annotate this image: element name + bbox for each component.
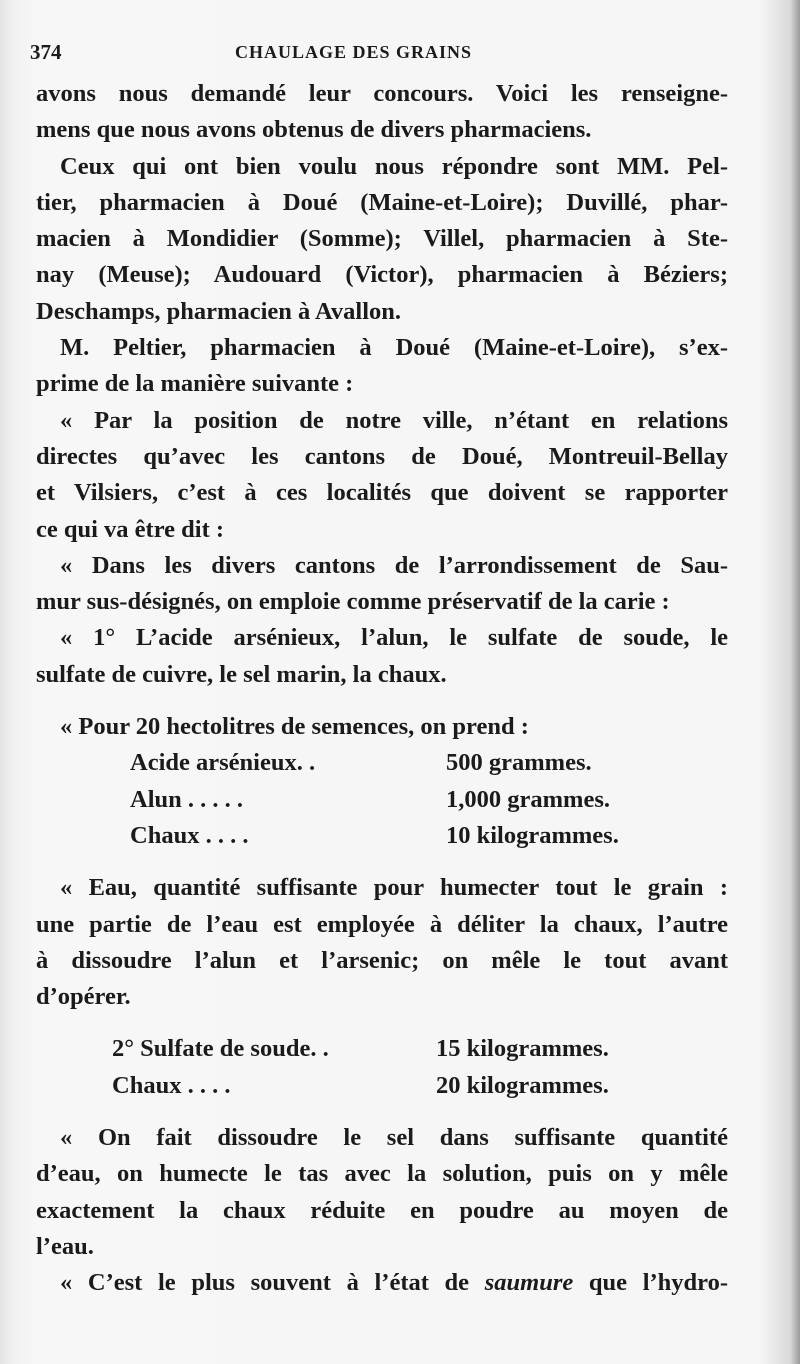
text-line: nay (Meuse); Audouard (Victor), pharmacien à Béziers; (36, 261, 728, 289)
table-row (112, 1068, 609, 1104)
text-line: avons nous demandé leur concours. Voici les renseigne- (36, 80, 728, 107)
ingredient-quantity: 1,000 grammes. (446, 785, 610, 813)
ingredient-quantity: 20 kilogrammes. (436, 1071, 609, 1099)
ingredient-name: Acide arsénieux. . (130, 749, 316, 777)
text-line: tier, pharmacien à Doué (Maine-et-Loire); Duvillé, phar- (36, 188, 728, 216)
table-row (130, 782, 619, 818)
spacer (36, 854, 728, 870)
text-line: d’eau, on humecte le tas avec la solution, puis on y mêle (36, 1160, 728, 1188)
text-line: « Pour 20 hectolitres de semences, on prend : (60, 713, 529, 741)
table-row (112, 1031, 609, 1067)
text-line: mens que nous avons obtenus de divers pharmaciens. (36, 116, 592, 144)
paragraph-2 (36, 149, 728, 330)
text-line (36, 1265, 728, 1301)
paragraph-4 (36, 403, 728, 548)
text-line: à dissoudre l’alun et l’arsenic; on mêle le tout avant (36, 946, 728, 974)
paragraph-7 (36, 709, 728, 745)
text-line: « On fait dissoudre le sel dans suffisante quantité (60, 1124, 728, 1152)
text-line: directes qu’avec les cantons de Doué, Montreuil-Bellay (36, 442, 728, 470)
paragraph-1 (36, 76, 728, 149)
emphasis-saumure: saumure (484, 1269, 574, 1297)
paragraph-5 (36, 548, 728, 621)
text-line: ce qui va être dit : (36, 515, 225, 543)
table-row (130, 745, 619, 781)
text-fragment: « C’est le plus souvent à l’état de (60, 1269, 485, 1297)
page-header (30, 40, 730, 70)
recipe-table-2 (112, 1031, 609, 1104)
ingredient-name: 2° Sulfate de soude. . (112, 1035, 329, 1063)
text-line: Deschamps, pharmacien à Avallon. (36, 297, 402, 325)
page-number: 374 (30, 40, 62, 64)
text-line: « Eau, quantité suffisante pour humecter tout le grain : (60, 874, 728, 902)
paragraph-3 (36, 330, 728, 403)
text-line: macien à Mondidier (Somme); Villel, pharmacien à Ste- (36, 225, 728, 253)
text-line: exactement la chaux réduite en poudre au moyen de (36, 1196, 728, 1224)
spacer (36, 1015, 728, 1031)
text-line: et Vilsiers, c’est à ces localités que doivent se rapporter (36, 479, 728, 507)
running-head: CHAULAGE DES GRAINS (235, 42, 473, 62)
ingredient-name: Chaux . . . . (112, 1071, 231, 1099)
ingredient-quantity: 500 grammes. (446, 749, 592, 777)
body-text (36, 76, 728, 1302)
table-row (130, 818, 619, 854)
ingredient-quantity: 15 kilogrammes. (436, 1035, 609, 1063)
spacer (36, 693, 728, 709)
spacer (36, 1104, 728, 1120)
text-line: mur sus-désignés, on emploie comme préservatif de la carie : (36, 588, 670, 616)
text-line: sulfate de cuivre, le sel marin, la chaux. (36, 660, 447, 688)
text-line: « 1° L’acide arsénieux, l’alun, le sulfate de soude, le (60, 624, 728, 652)
ingredient-name: Chaux . . . . (130, 821, 249, 849)
text-line: M. Peltier, pharmacien à Doué (Maine-et-Loire), s’ex- (60, 334, 728, 362)
ingredient-quantity: 10 kilogrammes. (446, 821, 619, 849)
text-fragment: que l’hydro- (573, 1269, 729, 1297)
paragraph-8 (36, 870, 728, 1015)
text-line: d’opérer. (36, 983, 131, 1011)
text-line: Ceux qui ont bien voulu nous répondre sont MM. Pel- (60, 152, 728, 180)
text-line: prime de la manière suivante : (36, 370, 354, 398)
text-line: « Par la position de notre ville, n’étant en relations (60, 406, 728, 434)
text-line: « Dans les divers cantons de l’arrondissement de Sau- (60, 551, 728, 579)
recipe-table-1 (130, 745, 619, 854)
paragraph-10 (36, 1265, 728, 1301)
ingredient-name: Alun . . . . . (130, 785, 244, 813)
paragraph-9 (36, 1120, 728, 1265)
text-line: une partie de l’eau est employée à déliter la chaux, l’autre (36, 910, 728, 938)
text-line: l’eau. (36, 1232, 94, 1260)
paragraph-6 (36, 620, 728, 693)
